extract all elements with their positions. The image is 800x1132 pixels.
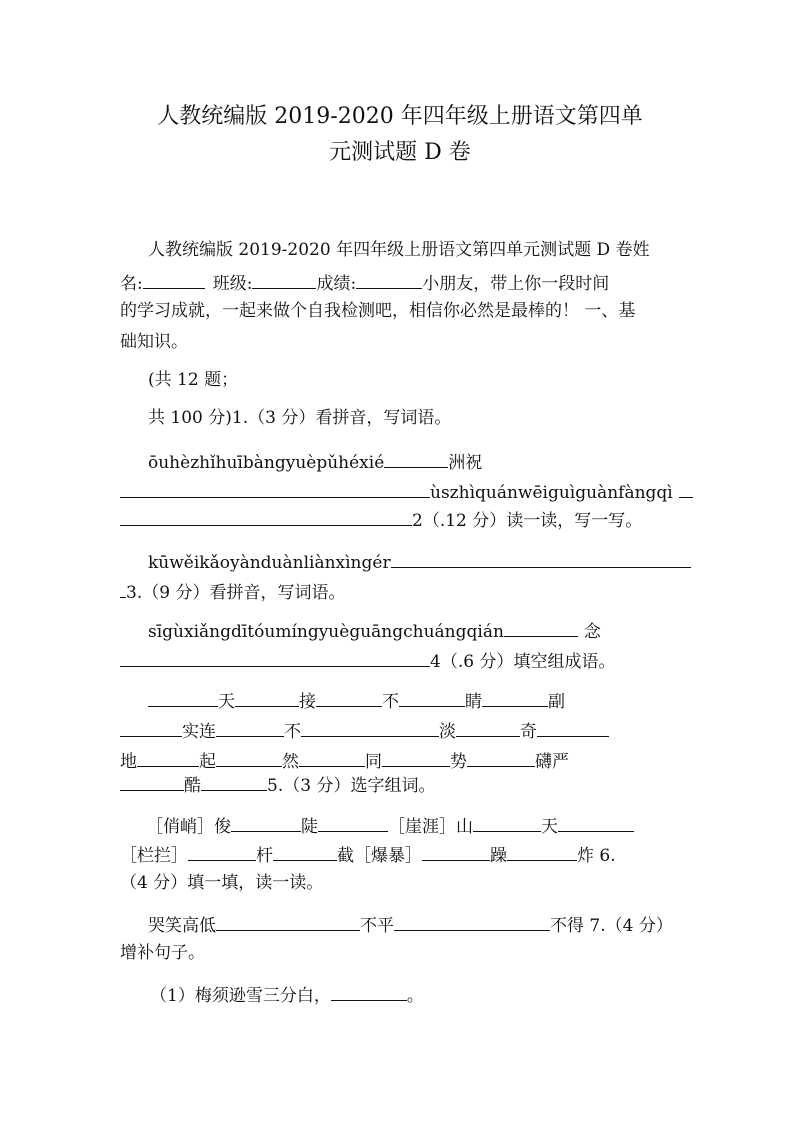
answer-blank — [456, 718, 520, 737]
pinyin: kūwěikǎoyànduànliànxìngér — [148, 553, 391, 573]
q7-heading: 不得 7.（4 分） — [550, 916, 673, 936]
answer-blank — [316, 688, 382, 707]
q4-row — [148, 688, 565, 713]
answer-blank — [273, 842, 337, 861]
idiom-char: 不 — [284, 722, 301, 742]
q1-line — [120, 479, 693, 504]
idiom-char: 淡 — [439, 722, 456, 742]
answer-blank — [382, 748, 450, 767]
score-label: 成绩: — [316, 274, 357, 294]
idiom-char: 同 — [365, 752, 382, 772]
answer-blank — [120, 507, 412, 526]
q4-row — [120, 772, 435, 797]
q5-heading: 5.（3 分）选字组词。 — [267, 776, 436, 796]
class-label: 班级: — [212, 274, 253, 294]
idiom-char: 奇 — [520, 722, 537, 742]
idiom-char: 礴严 — [535, 752, 569, 772]
answer-blank — [216, 912, 360, 931]
q7-sentence — [150, 982, 424, 1007]
answer-blank — [231, 813, 301, 832]
pinyin: sīgùxiǎngdītóumíngyuèguāngchuángqián — [148, 622, 504, 642]
answer-blank — [394, 912, 550, 931]
q3-heading: 3.（9 分）看拼音，写词语。 — [126, 583, 346, 603]
q1-text: 洲祝 — [448, 453, 483, 473]
fill-text: 不平 — [360, 916, 394, 936]
idiom-char: 酷 — [184, 776, 201, 796]
idiom-char: 实连 — [182, 722, 216, 742]
q6-row: 增补句子。 — [120, 943, 205, 963]
idiom-char: 势 — [450, 752, 467, 772]
answer-blank — [399, 688, 465, 707]
intro-text: 小朋友，带上你一段时间 — [422, 274, 610, 294]
intro-line: 人教统编版 2019-2020 年四年级上册语文第四单元测试题 D 卷姓 — [148, 240, 650, 260]
q2-line — [148, 549, 691, 574]
answer-blank — [201, 772, 267, 791]
answer-blank — [148, 688, 218, 707]
question-count: (共 12 题； — [148, 370, 239, 390]
char-choice: ［崖涯］山 — [388, 817, 473, 837]
answer-blank — [537, 718, 609, 737]
answer-blank — [318, 813, 388, 832]
q4-row — [120, 718, 609, 743]
answer-blank — [235, 688, 299, 707]
idiom-char: 睛 — [465, 692, 482, 712]
pinyin: ùszhìquánwēiguìguànfàngqì — [430, 483, 673, 503]
char-choice: ［栏拦］ — [120, 846, 188, 866]
char-choice: 陡 — [301, 817, 318, 837]
char-choice: 天 — [541, 817, 558, 837]
answer-blank — [120, 718, 182, 737]
answer-blank — [507, 842, 577, 861]
idiom-char: 不 — [382, 692, 399, 712]
char-choice: 截［爆暴］ — [337, 846, 422, 866]
answer-blank — [120, 772, 184, 791]
q2-line — [120, 579, 345, 604]
answer-blank — [679, 479, 693, 498]
q5-row: （4 分）填一填，读一读。 — [120, 873, 324, 893]
name-blank — [143, 270, 205, 289]
answer-blank — [331, 982, 407, 1001]
answer-blank — [188, 842, 256, 861]
q3-text: 念 — [583, 622, 601, 642]
answer-blank — [384, 449, 448, 468]
score-blank — [356, 270, 422, 289]
idiom-char: 然 — [282, 752, 299, 772]
answer-blank — [482, 688, 548, 707]
answer-blank — [216, 718, 284, 737]
answer-blank — [299, 748, 365, 767]
answer-blank — [558, 813, 634, 832]
idiom-char: 接 — [299, 692, 316, 712]
sentence-text: （1）梅须逊雪三分白， — [150, 986, 331, 1006]
answer-blank — [216, 748, 282, 767]
intro-name-line — [120, 270, 609, 295]
idiom-char: 天 — [218, 692, 235, 712]
answer-blank — [120, 648, 430, 667]
answer-blank — [137, 748, 199, 767]
answer-blank — [391, 549, 691, 568]
q5-row — [146, 813, 634, 838]
page-title-line2: 元测试题 D 卷 — [329, 140, 471, 165]
char-choice: ［俏峭］俊 — [146, 817, 231, 837]
q6-heading: 炸 6. — [577, 846, 616, 866]
sentence-end: 。 — [406, 986, 424, 1006]
page-title: 人教统编版 2019-2020 年四年级上册语文第四单 — [157, 104, 643, 129]
q2-heading: 2（.12 分）读一读，写一写。 — [412, 511, 643, 531]
fill-text: 哭笑高低 — [148, 916, 216, 936]
total-score-line: 共 100 分)1.（3 分）看拼音，写词语。 — [148, 408, 452, 428]
idiom-char: 副 — [548, 692, 565, 712]
char-choice: 杆 — [256, 846, 273, 866]
answer-blank — [301, 718, 439, 737]
name-label: 名: — [120, 274, 143, 294]
q5-row — [120, 842, 616, 867]
char-choice: 躁 — [490, 846, 507, 866]
answer-blank — [504, 618, 578, 637]
q1-line — [148, 449, 482, 474]
intro-line: 的学习成就，一起来做个自我检测吧，相信你必然是最棒的！ 一、基 — [120, 301, 636, 321]
idiom-char: 地 — [120, 752, 137, 772]
q4-heading: 4（.6 分）填空组成语。 — [430, 652, 616, 672]
idiom-char: 起 — [199, 752, 216, 772]
answer-blank — [120, 479, 430, 498]
intro-line: 础知识。 — [120, 332, 188, 352]
pinyin: ōuhèzhǐhuībàngyuèpǔhéxié — [148, 453, 385, 473]
answer-blank — [473, 813, 541, 832]
q3-line — [120, 648, 615, 673]
answer-blank — [467, 748, 535, 767]
q6-row — [148, 912, 673, 937]
q4-row — [120, 748, 569, 773]
answer-blank — [422, 842, 490, 861]
class-blank — [252, 270, 316, 289]
q1-line — [120, 507, 642, 532]
q3-line — [148, 618, 601, 643]
